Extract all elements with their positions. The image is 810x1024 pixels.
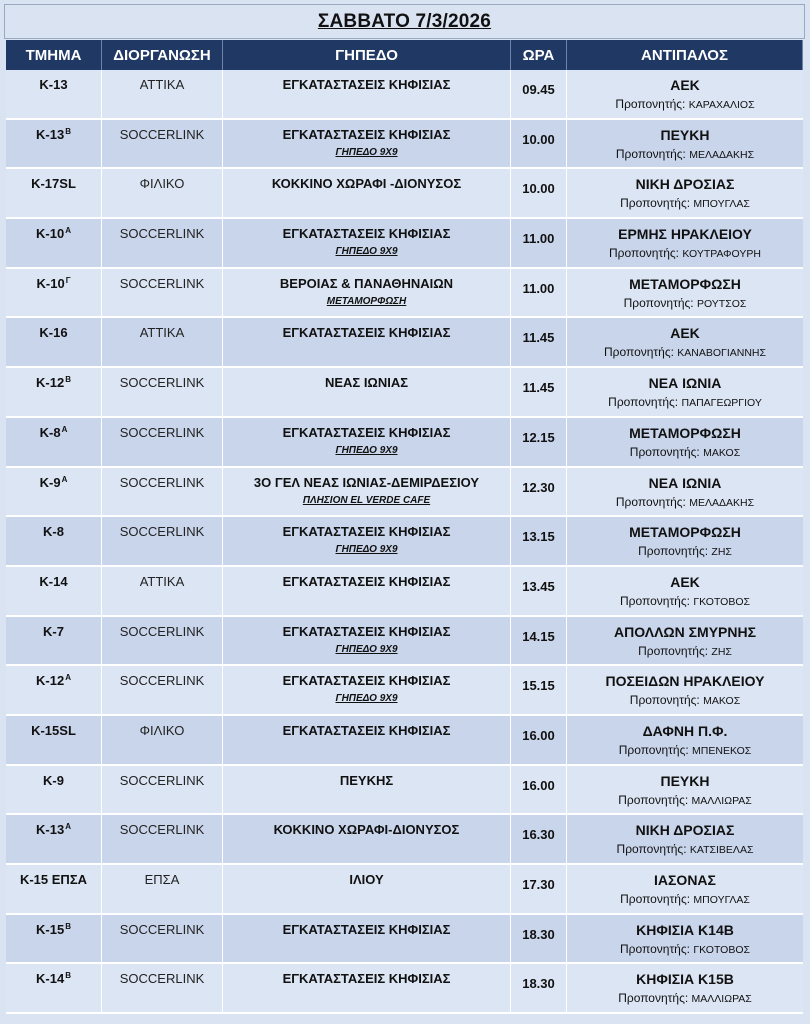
team-name: Κ-12 — [36, 673, 65, 689]
kickoff-time: 12.15 — [522, 429, 555, 445]
time-cell — [511, 766, 567, 816]
time-cell — [511, 716, 567, 766]
coach-line — [567, 97, 803, 111]
venue-note: ΠΛΗΣΙΟΝ EL VERDE CAFE — [302, 494, 431, 506]
venue-cell — [223, 766, 511, 816]
team-label — [6, 276, 101, 291]
kickoff-time: 10.00 — [522, 131, 555, 147]
opponent-cell — [567, 219, 803, 269]
venue-name: ΕΓΚΑΤΑΣΤΑΣΕΙΣ ΚΗΦΙΣΙΑΣ — [282, 623, 451, 639]
opponent-name: ΠΟΣΕΙΔΩΝ ΗΡΑΚΛΕΙΟΥ — [605, 673, 765, 690]
team-name: Κ-9 — [39, 474, 61, 490]
time-cell — [511, 517, 567, 567]
team-group: Α — [61, 474, 68, 484]
competition-cell — [102, 815, 223, 865]
team-group: Β — [65, 126, 71, 136]
venue-name: ΚΟΚΚΙΝΟ ΧΩΡΑΦΙ-ΔΙΟΝΥΣΟΣ — [273, 822, 460, 838]
team-label — [6, 673, 101, 688]
time-cell — [511, 964, 567, 1014]
header-venue: ΓΗΠΕΔΟ — [223, 40, 511, 70]
team-name: Κ-13 — [36, 126, 65, 142]
team-label — [6, 822, 101, 837]
venue-name: ΝΕΑΣ ΙΩΝΙΑΣ — [324, 375, 409, 391]
team-cell — [6, 964, 102, 1014]
venue-note: ΓΗΠΕΔΟ 9Χ9 — [335, 146, 398, 158]
team-label — [6, 971, 101, 986]
coach-name: ΜΑΛΛΙΩΡΑΣ — [691, 993, 752, 1006]
competition-name: SOCCERLINK — [119, 971, 205, 987]
competition-name: SOCCERLINK — [119, 623, 205, 639]
venue-name: ΕΓΚΑΤΑΣΤΑΣΕΙΣ ΚΗΦΙΣΙΑΣ — [282, 424, 451, 440]
coach-line — [567, 892, 803, 906]
venue-cell — [223, 815, 511, 865]
kickoff-time: 13.45 — [522, 578, 555, 594]
team-cell — [6, 468, 102, 518]
coach-name: ΚΟΥΤΡΑΦΟΥΡΗ — [682, 248, 761, 261]
venue-cell — [223, 517, 511, 567]
competition-name: SOCCERLINK — [119, 822, 205, 838]
team-name: Κ-10 — [36, 275, 65, 291]
time-cell — [511, 815, 567, 865]
venue-name: ΕΓΚΑΤΑΣΤΑΣΕΙΣ ΚΗΦΙΣΙΑΣ — [282, 573, 451, 589]
team-name: Κ-12 — [36, 375, 65, 391]
competition-cell — [102, 468, 223, 518]
venue-cell — [223, 468, 511, 518]
venue-name: ΕΓΚΑΤΑΣΤΑΣΕΙΣ ΚΗΦΙΣΙΑΣ — [282, 673, 451, 689]
opponent-cell — [567, 815, 803, 865]
team-label — [6, 524, 101, 539]
time-cell — [511, 666, 567, 716]
team-name: Κ-14 — [39, 573, 68, 589]
opponent-cell — [567, 468, 803, 518]
coach-name: ΜΠΕΝΕΚΟΣ — [692, 744, 752, 757]
team-cell — [6, 418, 102, 468]
time-cell — [511, 915, 567, 965]
kickoff-time: 12.30 — [522, 479, 555, 495]
kickoff-time: 11.00 — [522, 231, 555, 247]
competition-cell — [102, 318, 223, 368]
coach-name: ΓΚΟΤΟΒΟΣ — [693, 943, 750, 956]
team-name: Κ-13 — [36, 822, 65, 838]
kickoff-time: 14.15 — [522, 628, 555, 644]
coach-label: Προπονητής: — [623, 295, 694, 310]
venue-note: ΓΗΠΕΔΟ 9Χ9 — [335, 444, 398, 456]
coach-line — [567, 544, 803, 558]
opponent-name: ΝΙΚΗ ΔΡΟΣΙΑΣ — [635, 822, 735, 839]
team-cell — [6, 219, 102, 269]
venue-cell — [223, 169, 511, 219]
coach-name: ΚΑΤΣΙΒΕΛΑΣ — [689, 844, 754, 857]
competition-cell — [102, 418, 223, 468]
competition-cell — [102, 915, 223, 965]
team-group: Α — [61, 424, 68, 434]
opponent-name: ΑΠΟΛΛΩΝ ΣΜΥΡΝΗΣ — [614, 623, 756, 640]
venue-cell — [223, 964, 511, 1014]
coach-label: Προπονητής: — [608, 395, 679, 410]
opponent-name: ΝΕΑ ΙΩΝΙΑ — [648, 474, 722, 491]
opponent-name: ΜΕΤΑΜΟΡΦΩΣΗ — [629, 424, 741, 441]
venue-name: ΠΕΥΚΗΣ — [339, 772, 394, 788]
competition-cell — [102, 567, 223, 617]
opponent-cell — [567, 318, 803, 368]
opponent-cell — [567, 70, 803, 120]
team-cell — [6, 269, 102, 319]
venue-name: ΕΓΚΑΤΑΣΤΑΣΕΙΣ ΚΗΦΙΣΙΑΣ — [282, 325, 451, 341]
time-cell — [511, 318, 567, 368]
team-label — [6, 127, 101, 142]
competition-name: SOCCERLINK — [119, 474, 205, 490]
opponent-name: ΑΕΚ — [670, 77, 700, 93]
coach-label: Προπονητής: — [619, 941, 690, 956]
coach-line — [567, 594, 803, 608]
coach-name: ΜΑΛΛΙΩΡΑΣ — [691, 794, 752, 807]
title-bar — [4, 4, 805, 39]
opponent-name: ΚΗΦΙΣΙΑ Κ14Β — [636, 921, 734, 938]
coach-line — [567, 345, 803, 359]
coach-name: ΜΕΛΑΔΑΚΗΣ — [689, 496, 755, 509]
coach-label: Προπονητής: — [603, 345, 674, 360]
kickoff-time: 10.00 — [522, 181, 555, 197]
opponent-name: ΙΑΣΟΝΑΣ — [654, 872, 716, 888]
coach-label: Προπονητής: — [618, 742, 689, 757]
time-cell — [511, 468, 567, 518]
venue-name: 3Ο ΓΕΛ ΝΕΑΣ ΙΩΝΙΑΣ-ΔΕΜΙΡΔΕΣΙΟΥ — [253, 474, 480, 490]
opponent-name: ΜΕΤΑΜΟΡΦΩΣΗ — [629, 524, 741, 541]
kickoff-time: 11.00 — [522, 280, 555, 296]
competition-cell — [102, 70, 223, 120]
venue-cell — [223, 865, 511, 915]
coach-label: Προπονητής: — [618, 991, 689, 1006]
time-cell — [511, 865, 567, 915]
opponent-name: ΑΕΚ — [670, 325, 700, 342]
coach-line — [567, 644, 803, 658]
team-cell — [6, 169, 102, 219]
competition-cell — [102, 219, 223, 269]
coach-name: ΡΟΥΤΣΟΣ — [696, 297, 747, 310]
competition-name: SOCCERLINK — [119, 126, 205, 142]
kickoff-time: 09.45 — [522, 82, 555, 97]
venue-cell — [223, 567, 511, 617]
kickoff-time: 15.15 — [522, 678, 555, 694]
team-label — [6, 574, 101, 589]
team-cell — [6, 666, 102, 716]
opponent-name: ΕΡΜΗΣ ΗΡΑΚΛΕΙΟΥ — [618, 226, 752, 243]
coach-line — [567, 196, 803, 210]
competition-cell — [102, 964, 223, 1014]
competition-name: ΦΙΛΙΚΟ — [139, 176, 185, 192]
opponent-name: ΠΕΥΚΗ — [660, 772, 710, 789]
opponent-cell — [567, 716, 803, 766]
coach-name: ΜΕΛΑΔΑΚΗΣ — [689, 148, 755, 161]
kickoff-time: 18.30 — [522, 976, 555, 992]
coach-line — [567, 693, 803, 707]
opponent-cell — [567, 418, 803, 468]
competition-cell — [102, 766, 223, 816]
venue-cell — [223, 70, 511, 120]
opponent-name: ΚΗΦΙΣΙΑ Κ15Β — [636, 971, 734, 988]
competition-name: ΑΤΤΙΚΑ — [139, 77, 185, 92]
venue-cell — [223, 120, 511, 170]
team-group: Β — [65, 921, 71, 931]
coach-label: Προπονητής: — [616, 842, 687, 857]
team-label — [6, 176, 101, 191]
team-name: Κ-15 — [36, 921, 65, 937]
time-cell — [511, 70, 567, 120]
team-label — [6, 425, 101, 440]
team-cell — [6, 368, 102, 418]
opponent-cell — [567, 169, 803, 219]
team-name: Κ-8 — [39, 424, 61, 440]
opponent-cell — [567, 766, 803, 816]
opponent-name: ΝΙΚΗ ΔΡΟΣΙΑΣ — [635, 176, 735, 193]
coach-label: Προπονητής: — [615, 146, 686, 161]
coach-label: Προπονητής: — [618, 792, 689, 807]
kickoff-time: 11.45 — [522, 380, 555, 396]
team-name: Κ-14 — [36, 971, 65, 987]
opponent-cell — [567, 567, 803, 617]
team-group: Β — [65, 375, 71, 385]
coach-name: ΠΑΠΑΓΕΩΡΓΙΟΥ — [681, 397, 762, 410]
venue-cell — [223, 269, 511, 319]
coach-name: ΜΠΟΥΓΛΑΣ — [693, 198, 750, 211]
opponent-cell — [567, 368, 803, 418]
venue-name: ΚΟΚΚΙΝΟ ΧΩΡΑΦΙ -ΔΙΟΝΥΣΟΣ — [271, 176, 462, 192]
kickoff-time: 16.00 — [522, 727, 555, 743]
time-cell — [511, 567, 567, 617]
competition-cell — [102, 169, 223, 219]
header-time: ΩΡΑ — [511, 40, 567, 70]
venue-name: ΕΓΚΑΤΑΣΤΑΣΕΙΣ ΚΗΦΙΣΙΑΣ — [282, 524, 451, 540]
competition-cell — [102, 517, 223, 567]
opponent-cell — [567, 120, 803, 170]
team-name: Κ-13 — [39, 77, 68, 92]
coach-name: ΓΚΟΤΟΒΟΣ — [693, 595, 750, 608]
competition-cell — [102, 716, 223, 766]
venue-cell — [223, 418, 511, 468]
venue-note: ΓΗΠΕΔΟ 9Χ9 — [335, 246, 398, 258]
team-cell — [6, 120, 102, 170]
team-name: Κ-9 — [43, 772, 64, 788]
coach-name: ΜΑΚΟΣ — [703, 446, 741, 459]
coach-line — [567, 793, 803, 807]
competition-name: SOCCERLINK — [119, 226, 205, 242]
time-cell — [511, 418, 567, 468]
venue-cell — [223, 716, 511, 766]
competition-name: SOCCERLINK — [119, 275, 205, 291]
coach-label: Προπονητής: — [638, 544, 709, 559]
header-opponent: ΑΝΤΙΠΑΛΟΣ — [567, 40, 803, 70]
kickoff-time: 16.00 — [522, 777, 555, 793]
page-title: ΣΑΒΒΑΤΟ 7/3/2026 — [317, 10, 492, 32]
team-cell — [6, 865, 102, 915]
coach-name: ΜΠΟΥΓΛΑΣ — [693, 894, 750, 906]
time-cell — [511, 617, 567, 667]
team-name: Κ-7 — [43, 623, 64, 639]
opponent-name: ΔΑΦΝΗ Π.Φ. — [642, 722, 728, 739]
coach-label: Προπονητής: — [619, 593, 690, 608]
coach-label: Προπονητής: — [615, 494, 686, 509]
coach-label: Προπονητής: — [609, 246, 679, 261]
time-cell — [511, 368, 567, 418]
venue-name: ΙΛΙΟΥ — [349, 872, 384, 887]
competition-name: ΕΠΣΑ — [144, 872, 180, 887]
coach-label: Προπονητής: — [638, 643, 709, 658]
venue-name: ΒΕΡΟΙΑΣ & ΠΑΝΑΘΗΝΑΙΩΝ — [279, 275, 454, 291]
kickoff-time: 17.30 — [522, 877, 555, 892]
team-group: Α — [65, 822, 71, 832]
coach-line — [567, 842, 803, 856]
coach-label: Προπονητής: — [620, 892, 691, 906]
coach-line — [567, 147, 803, 161]
coach-line — [567, 395, 803, 409]
venue-cell — [223, 318, 511, 368]
kickoff-time: 16.30 — [522, 827, 555, 843]
opponent-name: ΜΕΤΑΜΟΡΦΩΣΗ — [629, 275, 741, 292]
coach-line — [567, 296, 803, 310]
time-cell — [511, 120, 567, 170]
competition-cell — [102, 120, 223, 170]
competition-name: ΑΤΤΙΚΑ — [139, 573, 185, 589]
team-cell — [6, 567, 102, 617]
venue-cell — [223, 617, 511, 667]
team-cell — [6, 318, 102, 368]
coach-line — [567, 991, 803, 1005]
time-cell — [511, 169, 567, 219]
competition-name: SOCCERLINK — [119, 673, 205, 689]
team-name: Κ-17SL — [31, 176, 76, 192]
coach-name: ΚΑΝΑΒΟΓΙΑΝΝΗΣ — [677, 347, 767, 360]
header-competition: ΔΙΟΡΓΑΝΩΣΗ — [102, 40, 223, 70]
venue-name: ΕΓΚΑΤΑΣΤΑΣΕΙΣ ΚΗΦΙΣΙΑΣ — [282, 921, 451, 937]
team-group: Β — [65, 971, 71, 981]
opponent-cell — [567, 915, 803, 965]
kickoff-time: 13.15 — [522, 529, 555, 545]
competition-cell — [102, 865, 223, 915]
competition-name: SOCCERLINK — [119, 424, 205, 440]
team-label — [6, 624, 101, 639]
coach-name: ΖΗΣ — [711, 645, 732, 658]
opponent-cell — [567, 666, 803, 716]
team-label — [6, 77, 101, 92]
header-team: ΤΜΗΜΑ — [6, 40, 102, 70]
competition-cell — [102, 368, 223, 418]
opponent-cell — [567, 865, 803, 915]
venue-name: ΕΓΚΑΤΑΣΤΑΣΕΙΣ ΚΗΦΙΣΙΑΣ — [282, 226, 451, 242]
competition-cell — [102, 617, 223, 667]
venue-cell — [223, 915, 511, 965]
competition-cell — [102, 269, 223, 319]
schedule-table — [6, 40, 803, 1014]
coach-line — [567, 246, 803, 260]
team-name: Κ-16 — [39, 325, 68, 341]
opponent-cell — [567, 269, 803, 319]
team-cell — [6, 815, 102, 865]
time-cell — [511, 269, 567, 319]
venue-cell — [223, 219, 511, 269]
team-name: Κ-15SL — [31, 722, 76, 738]
opponent-cell — [567, 964, 803, 1014]
time-cell — [511, 219, 567, 269]
competition-name: SOCCERLINK — [119, 921, 205, 937]
venue-note: ΓΗΠΕΔΟ 9Χ9 — [335, 693, 398, 705]
competition-cell — [102, 666, 223, 716]
venue-cell — [223, 368, 511, 418]
coach-label: Προπονητής: — [629, 444, 700, 459]
venue-name: ΕΓΚΑΤΑΣΤΑΣΕΙΣ ΚΗΦΙΣΙΑΣ — [282, 126, 451, 142]
team-label — [6, 226, 101, 241]
coach-label: Προπονητής: — [620, 196, 691, 211]
opponent-name: ΠΕΥΚΗ — [660, 126, 710, 143]
team-group: Α — [65, 226, 71, 236]
opponent-cell — [567, 517, 803, 567]
kickoff-time: 18.30 — [522, 926, 555, 942]
coach-line — [567, 445, 803, 459]
coach-label: Προπονητής: — [615, 97, 686, 111]
team-cell — [6, 617, 102, 667]
coach-name: ΖΗΣ — [711, 546, 732, 559]
coach-line — [567, 942, 803, 956]
team-name: Κ-10 — [36, 226, 65, 242]
team-label — [6, 773, 101, 788]
team-name: Κ-15 ΕΠΣΑ — [19, 872, 88, 887]
team-cell — [6, 915, 102, 965]
competition-name: ΑΤΤΙΚΑ — [139, 325, 185, 341]
venue-name: ΕΓΚΑΤΑΣΤΑΣΕΙΣ ΚΗΦΙΣΙΑΣ — [282, 971, 451, 987]
team-cell — [6, 716, 102, 766]
venue-note: ΓΗΠΕΔΟ 9Χ9 — [335, 643, 398, 655]
coach-line — [567, 743, 803, 757]
coach-name: ΜΑΚΟΣ — [703, 695, 741, 708]
competition-name: SOCCERLINK — [119, 375, 205, 391]
team-group: Γ — [65, 275, 71, 285]
team-cell — [6, 766, 102, 816]
team-label — [6, 922, 101, 937]
coach-label: Προπονητής: — [629, 693, 700, 708]
venue-cell — [223, 666, 511, 716]
team-label — [6, 325, 101, 340]
venue-note: ΓΗΠΕΔΟ 9Χ9 — [335, 544, 398, 556]
opponent-name: ΑΕΚ — [670, 573, 700, 590]
team-group: Α — [65, 673, 71, 683]
coach-line — [567, 495, 803, 509]
competition-name: SOCCERLINK — [119, 772, 205, 788]
team-label — [6, 872, 101, 887]
team-cell — [6, 70, 102, 120]
competition-name: ΦΙΛΙΚΟ — [139, 722, 185, 738]
team-label — [6, 375, 101, 390]
opponent-name: ΝΕΑ ΙΩΝΙΑ — [648, 375, 722, 392]
venue-name: ΕΓΚΑΤΑΣΤΑΣΕΙΣ ΚΗΦΙΣΙΑΣ — [282, 722, 451, 738]
team-cell — [6, 517, 102, 567]
team-label — [6, 475, 101, 490]
kickoff-time: 11.45 — [522, 330, 555, 346]
team-label — [6, 723, 101, 738]
venue-note: ΜΕΤΑΜΟΡΦΩΣΗ — [326, 295, 407, 307]
opponent-cell — [567, 617, 803, 667]
competition-name: SOCCERLINK — [119, 524, 205, 540]
venue-name: ΕΓΚΑΤΑΣΤΑΣΕΙΣ ΚΗΦΙΣΙΑΣ — [282, 77, 451, 92]
coach-name: ΚΑΡΑΧΑΛΙΟΣ — [688, 99, 755, 111]
team-name: Κ-8 — [43, 524, 64, 540]
